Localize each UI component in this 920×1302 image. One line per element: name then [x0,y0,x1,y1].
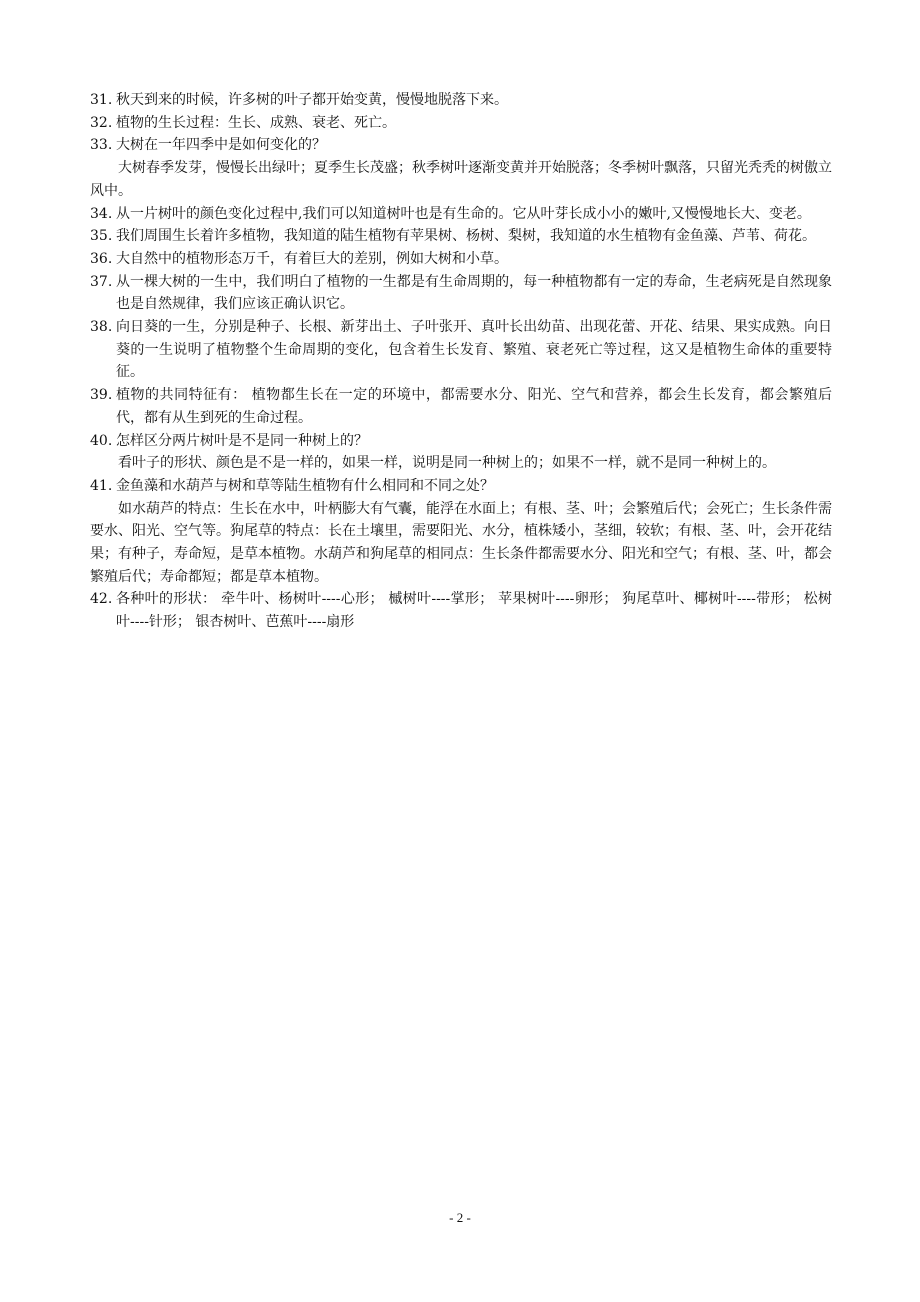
item-text: 各种叶的形状： 牵牛叶、杨树叶----心形； 槭树叶----掌形； 苹果树叶----卵形； 狗尾草叶、椰树叶----带形； 松树叶----针形； 银杏树叶、芭蕉叶----扇形 [116,591,832,631]
page-number: - 2 - [449,1210,471,1225]
list-item [90,248,832,271]
item-text: 植物的共同特征有： 植物都生长在一定的环境中，都需要水分、阳光、空气和营养，都会生长发育，都会繁殖后代，都有从生到死的生命过程。 [116,387,832,426]
item-number: 34. [90,205,113,222]
item-number: 42. [90,591,113,608]
item-number: 33. [90,137,113,154]
item-answer: 大树春季发芽，慢慢长出绿叶；夏季生长茂盛；秋季树叶逐渐变黄并开始脱落；冬季树叶飘落，只留光秃秃的树傲立风中。 [90,160,832,199]
list-item [90,316,832,384]
item-answer: 如水葫芦的特点：生长在水中，叶柄膨大有气囊，能浮在水面上；有根、茎、叶；会繁殖后代；会死亡；生长条件需要水、阳光、空气等。狗尾草的特点：长在土壤里，需要阳光、水分，植株矮小，茎细，较软；有根、茎、叶，会开花结果；有种子，寿命短，是草本植物。水葫芦和狗尾草的相同点：生长条件都需要水分、阳光和空气；有根、茎、叶，都会繁殖后代；寿命都短；都是草本植物。 [90,500,832,585]
item-text: 秋天到来的时候，许多树的叶子都开始变黄，慢慢地脱落下来。 [116,92,508,108]
item-number: 36. [90,250,113,267]
list-item [90,134,832,157]
list-item [90,89,832,112]
item-text: 向日葵的一生，分别是种子、长根、新芽出土、子叶张开、真叶长出幼苗、出现花蕾、开花、结果、果实成熟。向日葵的一生说明了植物整个生命周期的变化，包含着生长发育、繁殖、衰老死亡等过程，这又是植物生命体的重要特征。 [116,319,832,381]
item-text: 我们周围生长着许多植物，我知道的陆生植物有苹果树、杨树、梨树，我知道的水生植物有金鱼藻、芦苇、荷花。 [116,228,816,245]
item-number: 32. [90,114,113,131]
item-text: 大自然中的植物形态万千，有着巨大的差别，例如大树和小草。 [116,250,508,267]
list-item [90,384,832,429]
list-item [90,588,832,633]
item-number: 40. [90,432,113,449]
item-text: 从一片树叶的颜色变化过程中,我们可以知道树叶也是有生命的。它从叶芽长成小小的嫩叶,又慢慢地长大、变老。 [116,205,811,222]
item-text: 植物的生长过程：生长、成熟、衰老、死亡。 [116,114,396,131]
list-item [90,430,832,453]
item-number: 37. [90,273,113,290]
list-item [90,475,832,498]
item-number: 41. [90,477,113,494]
item-number: 39. [90,387,113,404]
item-text: 怎样区分两片树叶是不是同一种树上的？ [116,432,368,449]
item-text: 大树在一年四季中是如何变化的？ [116,137,326,154]
item-number: 38. [90,319,113,336]
item-text: 从一棵大树的一生中，我们明白了植物的一生都是有生命周期的，每一种植物都有一定的寿命，生老病死是自然现象也是自然规律，我们应该正确认识它。 [116,273,832,313]
item-number: 31. [90,92,113,108]
list-item [90,203,832,226]
list-item [90,225,832,248]
list-item [90,112,832,135]
item-answer: 看叶子的形状、颜色是不是一样的，如果一样，说明是同一种树上的；如果不一样，就不是同一种树上的。 [118,455,776,472]
list-item [90,271,832,316]
item-text: 金鱼藻和水葫芦与树和草等陆生植物有什么相同和不同之处？ [116,477,494,494]
item-number: 35. [90,228,113,245]
document-body [90,89,832,634]
